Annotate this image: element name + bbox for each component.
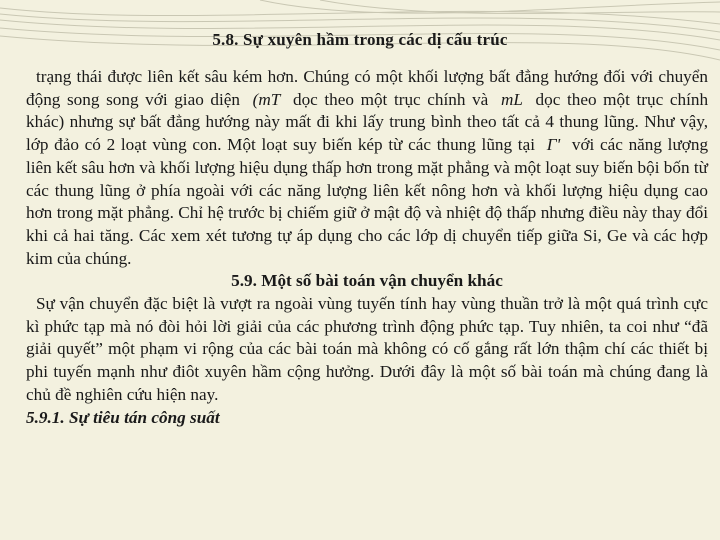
section-5-9-1-subheading: 5.9.1. Sự tiêu tán công suất	[26, 407, 220, 427]
slide-body	[26, 66, 708, 429]
slide-title: 5.8. Sự xuyên hầm trong các dị cấu trúc	[212, 30, 508, 49]
section-5-8-paragraph	[26, 66, 708, 270]
math-symbol-gamma: Γ'	[541, 135, 566, 154]
paragraph-text-part-4: với các năng lượng liên kết sâu hơn và khối lượng hiệu dụng thấp hơn trong mặt phẳng và một loạt suy biến bội bốn từ các thung lũng ở phía ngoài với các năng lượng liên kết nông hơn và khối lượng hiệu dụng cao hơn trong mặt phẳng. Chỉ hệ trước bị chiếm giữ ở mật độ và nhiệt độ thấp nhưng điều này thay đổi khi cả hai tăng. Các xem xét tương tự áp dụng cho các lớp dị chuyển tiếp giữa Si, Ge và các hợp kim của chúng.	[26, 135, 709, 268]
math-symbol-mL: mL	[495, 90, 529, 109]
section-5-9-heading: 5.9. Một số bài toán vận chuyển khác	[231, 271, 503, 291]
math-symbol-mT: (mT	[247, 90, 287, 109]
paragraph-text-part-1: trạng thái được liên kết sâu kém hơn. Chúng có một khối lượng bất đẳng hướng đối với chuyển động song song với giao diện	[26, 67, 708, 109]
paragraph-text-part-3: dọc theo một trục chính khác) nhưng sự bất đẳng hướng này mất đi khi lấy trung bình theo tất cả 4 thung lũng. Như vậy, lớp đảo có 2 loạt vùng con. Một loạt suy biến kép từ các thung lũng tại	[26, 89, 709, 155]
section-5-9-paragraph: Sự vận chuyển đặc biệt là vượt ra ngoài vùng tuyến tính hay vùng thuần trở là một quá trình cực kì phức tạp mà nó đòi hỏi lời giải của các phương trình động phức tạp. Tuy nhiên, ta coi như “đã giải quyết” một phạm vi rộng của các bài toán mà không có cố gắng rất lớn thậm chí các thiết bị phi tuyến mạnh như điôt xuyên hầm cộng hưởng. Dưới đây là một số bài toán mà chúng đang là chủ đề nghiên cứu hiện nay.	[26, 294, 708, 404]
paragraph-text-part-2: dọc theo một trục chính và	[292, 89, 489, 109]
